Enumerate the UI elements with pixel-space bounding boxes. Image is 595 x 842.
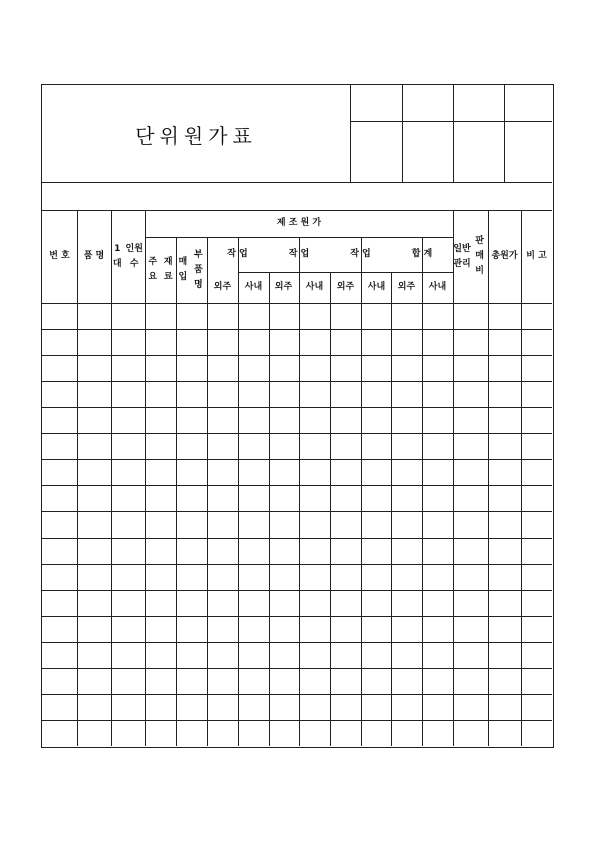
col-units-per: 1대 인원수: [112, 243, 143, 269]
table-row-rule: [42, 720, 552, 721]
col-in-house: 사내: [367, 282, 386, 292]
col-number: 번 호: [49, 251, 70, 261]
approval-row-divider: [350, 121, 552, 122]
page-title: 단위원가표: [135, 124, 257, 148]
table-row-rule: [42, 355, 552, 356]
col-outsourced: 외주: [213, 282, 232, 292]
approval-box-divider: [350, 85, 351, 182]
cost-sheet: [41, 84, 554, 748]
column-divider: [238, 237, 239, 746]
col-work-3: 작 업: [350, 249, 371, 259]
column-divider: [391, 272, 392, 746]
table-row-rule: [42, 642, 552, 643]
col-in-house: 사내: [244, 282, 263, 292]
col-manufacturing-cost: 제 조 원 가: [276, 218, 322, 228]
col-work-1: 작 업: [227, 249, 248, 259]
column-divider: [299, 237, 300, 746]
table-row-rule: [42, 590, 552, 591]
table-row-rule: [42, 407, 552, 408]
table-row-rule: [42, 616, 552, 617]
col-subtotal: 합 계: [411, 249, 433, 259]
column-divider: [361, 237, 362, 746]
table-row-rule: [42, 329, 552, 330]
col-item-name: 품 명: [83, 251, 105, 261]
approval-cell-divider: [504, 85, 505, 182]
col-work-2: 작 업: [288, 249, 310, 259]
column-divider: [453, 272, 454, 746]
table-row-rule: [42, 433, 552, 434]
col-in-house: 사내: [305, 282, 324, 292]
table-row-rule: [42, 511, 552, 512]
col-in-house: 사내: [428, 282, 447, 292]
col-admin-sales: 일반관리 판 매 비: [453, 236, 484, 276]
col-remarks: 비 고: [526, 251, 547, 261]
col-purchased-parts: 매 입 부품명: [178, 249, 203, 290]
col-outsourced: 외주: [274, 282, 293, 292]
table-row-rule: [42, 459, 552, 460]
col-outsourced: 외주: [397, 282, 416, 292]
header-bottom-rule: [42, 303, 552, 304]
column-divider: [422, 237, 423, 746]
table-row-rule: [42, 694, 552, 695]
table-row-rule: [42, 485, 552, 486]
column-divider: [269, 272, 270, 746]
title-bottom-rule: [42, 182, 552, 183]
table-row-rule: [42, 668, 552, 669]
column-divider: [330, 272, 331, 746]
approval-cell-divider: [402, 85, 403, 182]
table-row-rule: [42, 564, 552, 565]
col-main-material: 주요 재료: [148, 257, 173, 282]
approval-cell-divider: [453, 85, 454, 182]
col-total-cost: 총원가: [491, 251, 518, 261]
column-divider: [207, 237, 208, 746]
table-row-rule: [42, 538, 552, 539]
column-divider: [176, 237, 177, 746]
table-row-rule: [42, 381, 552, 382]
col-outsourced: 외주: [336, 282, 355, 292]
